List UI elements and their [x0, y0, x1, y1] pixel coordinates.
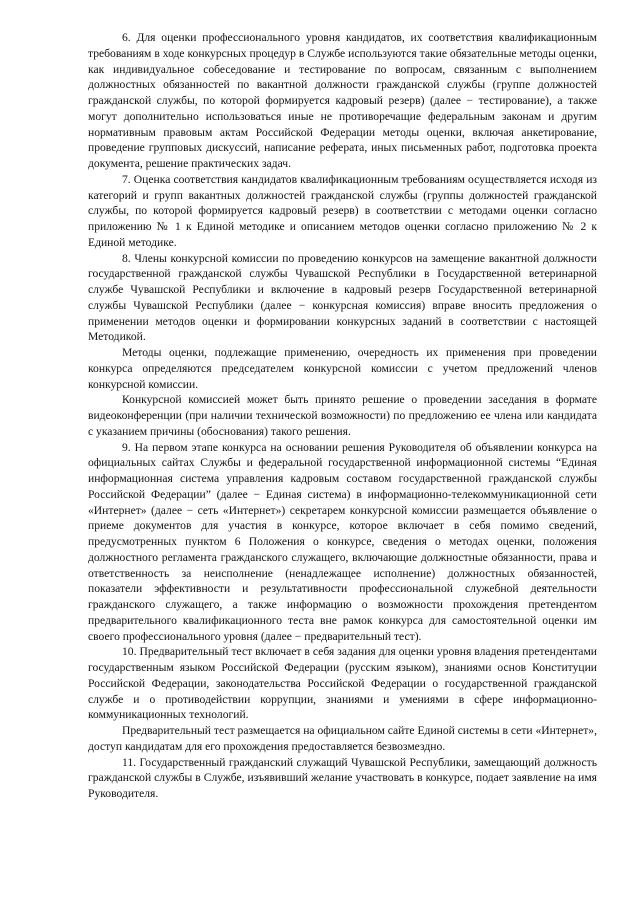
paragraph-11: 11. Государственный гражданский служащий Чувашской Республики, замещающий должность гражданской службы в Службе, изъявивший желание участвовать в конкурсе, подает заявление на имя Руководителя. [88, 755, 597, 800]
document-page [88, 30, 597, 802]
paragraph-methods-order: Методы оценки, подлежащие применению, очередность их применения при проведении конкурса определяются председателем конкурсной комиссии с учетом предложений членов конкурсной комиссии. [88, 346, 597, 391]
paragraph-7: 7. Оценка соответствия кандидатов квалификационным требованиям осуществляется исходя из категорий и групп вакантных должностей гражданской службы (группы должностей гражданской службы, по которой формируется кадровый резерв) в соответствии с методами оценки согласно приложению № 1 к Единой методике и описанием методов оценки согласно приложению № 2 к Единой методике. [88, 172, 597, 249]
paragraph-9: 9. На первом этапе конкурса на основании решения Руководителя об объявлении конкурса на официальных сайтах Службы и федеральной государственной информационной системы “Единая информационная система управления кадровым составом государственной гражданской службы Российской Федерации” (далее − Единая система) в информационно-телекоммуникационной сети «Интернет» (далее − сеть «Интернет») секретарем конкурсной комиссии размещается объявление о приеме документов для участия в конкурсе, которое включает в себя помимо сведений, предусмотренных пунктом 6 Положения о конкурсе, сведения о методах оценки, положения должностного регламента гражданского служащего, включающие должностные обязанности, права и ответственность за неисполнение (ненадлежащее исполнение) должностных обязанностей, показатели эффективности и результативности профессиональной служебной деятельности гражданского служащего, а также информацию о возможности прохождения претендентом предварительного квалификационного теста вне рамок конкурса для самостоятельной оценки им своего профессионального уровня (далее − предварительный тест). [88, 440, 597, 643]
paragraph-10: 10. Предварительный тест включает в себя задания для оценки уровня владения претендентами государственным языком Российской Федерации (русским языком), знаниями основ Конституции Российской Федерации, законодательства Российской Федерации о государственной гражданской службе и о противодействии коррупции, знаниями и умениями в сфере информационно-коммуникационных технологий. [88, 645, 597, 722]
paragraph-videoconference: Конкурсной комиссией может быть принято решение о проведении заседания в формате видеоконференции (при наличии технической возможности) по предложению ее члена или кандидата с указанием причины (обоснования) такого решения. [88, 393, 597, 438]
paragraph-preliminary-test-access: Предварительный тест размещается на официальном сайте Единой системы в сети «Интернет», доступ кандидатам для его прохождения предоставляется безвозмездно. [88, 724, 597, 753]
paragraph-6: 6. Для оценки профессионального уровня кандидатов, их соответствия квалификационным требованиям в ходе конкурсных процедур в Службе используются такие обязательные методы оценки, как индивидуальное собеседование и тестирование по вопросам, связанным с выполнением должностных обязанностей по вакантной должности гражданской службы (группе должностей гражданской службы, по которой формируется кадровый резерв) (далее − тестирование), а также могут дополнительно использоваться иные не противоречащие федеральным законам и другим нормативным правовым актам Российской Федерации методы оценки, включая анкетирование, проведение групповых дискуссий, написание реферата, иных письменных работ, подготовка проекта документа, решение практических задач. [88, 31, 597, 170]
paragraph-8: 8. Члены конкурсной комиссии по проведению конкурсов на замещение вакантной должности государственной гражданской службы Чувашской Республики в Государственной ветеринарной службе Чувашской Республики и включение в кадровый резерв Государственной ветеринарной службы Чувашской Республики (далее − конкурсная комиссия) вправе вносить предложения о применении методов оценки и формировании конкурсных заданий в соответствии с настоящей Методикой. [88, 251, 597, 344]
